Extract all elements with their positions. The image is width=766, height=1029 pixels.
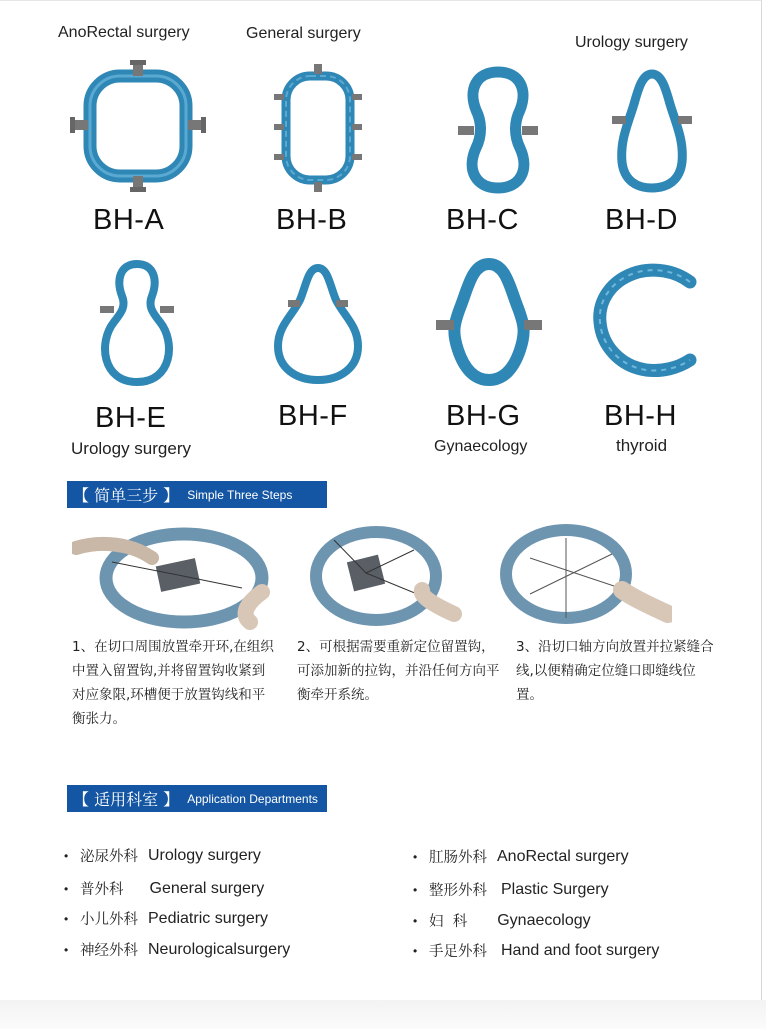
department-name-en: General surgery: [149, 879, 265, 897]
step-1-text: 1、在切口周围放置牵开环,在组织中置入留置钩,并将留置钩收紧到对应象限,环槽便于放置钩线和平衡张力。: [72, 639, 274, 727]
department-name-en: Plastic Surgery: [501, 880, 609, 898]
department-item: [64, 939, 290, 960]
department-item: [413, 879, 609, 900]
step-1-illustration: [72, 522, 282, 632]
step-2-text: 2、可根据需要重新定位留置钩，可添加新的拉钩，并沿任何方向平衡牵开系统。: [297, 639, 500, 703]
department-item: [413, 940, 659, 961]
section-title-en: Application Departments: [187, 791, 318, 806]
department-name-zh: 神经外科: [80, 943, 138, 959]
retractor-ring-bh-d: [612, 68, 692, 194]
section-title-zh: 【 简单三步 】: [73, 486, 180, 505]
category-label: AnoRectal surgery: [58, 24, 190, 41]
category-label: General surgery: [246, 25, 361, 42]
department-name-en: Neurologicalsurgery: [148, 940, 291, 958]
category-label: Urology surgery: [71, 439, 191, 458]
bullet-icon: •: [413, 849, 418, 864]
department-name-en: Gynaecology: [497, 911, 591, 929]
retractor-ring-bh-e: [96, 258, 178, 390]
department-item: [413, 910, 591, 931]
department-name-zh: 泌尿外科: [80, 849, 138, 865]
department-item: [64, 845, 261, 866]
department-name-zh: 整形外科: [429, 883, 487, 899]
step-3-illustration: [500, 518, 672, 630]
department-item: [413, 846, 629, 867]
department-name-zh: 妇 科: [429, 914, 468, 930]
category-label: Gynaecology: [434, 438, 528, 455]
retractor-ring-bh-g: [434, 258, 544, 388]
bullet-icon: •: [413, 882, 418, 897]
department-name-zh: 普外科: [80, 882, 124, 898]
section-title-zh: 【 适用科室 】: [73, 790, 180, 809]
steps-section-header: [67, 481, 327, 508]
bullet-icon: •: [64, 848, 69, 863]
department-name-zh: 肛肠外科: [429, 850, 487, 866]
bullet-icon: •: [413, 943, 418, 958]
department-name-zh: 小儿外科: [80, 912, 138, 928]
department-name-en: Hand and foot surgery: [501, 941, 660, 959]
product-code: BH-D: [605, 204, 678, 236]
step-2-illustration: [304, 520, 474, 630]
product-code: BH-H: [604, 400, 677, 432]
retractor-ring-bh-a: [70, 60, 206, 192]
product-code: BH-A: [93, 204, 165, 236]
bullet-icon: •: [64, 942, 69, 957]
bullet-icon: •: [64, 911, 69, 926]
product-code: BH-C: [446, 204, 519, 236]
section-title-en: Simple Three Steps: [187, 487, 293, 502]
product-code: BH-E: [95, 402, 167, 434]
bottom-strip: [0, 1000, 766, 1029]
step-3-text: 3、沿切口轴方向放置并拉紧缝合线,以便精确定位缝口即缝线位置。: [516, 639, 714, 703]
bullet-icon: •: [64, 881, 69, 896]
retractor-ring-bh-f: [272, 262, 364, 386]
category-label: thyroid: [616, 436, 668, 455]
product-code: BH-F: [278, 400, 348, 432]
department-name-en: Urology surgery: [148, 846, 261, 864]
department-item: [64, 908, 268, 929]
bullet-icon: •: [413, 913, 418, 928]
product-code: BH-B: [276, 204, 348, 236]
department-name-en: Pediatric surgery: [148, 909, 269, 927]
retractor-ring-bh-h: [590, 262, 700, 380]
product-code: BH-G: [446, 400, 521, 432]
department-item: [64, 878, 264, 899]
retractor-ring-bh-c: [458, 66, 538, 194]
department-name-en: AnoRectal surgery: [497, 847, 629, 865]
departments-section-header: [67, 785, 327, 812]
retractor-ring-bh-b: [272, 62, 364, 194]
category-label: Urology surgery: [575, 34, 688, 51]
department-name-zh: 手足外科: [429, 944, 487, 960]
